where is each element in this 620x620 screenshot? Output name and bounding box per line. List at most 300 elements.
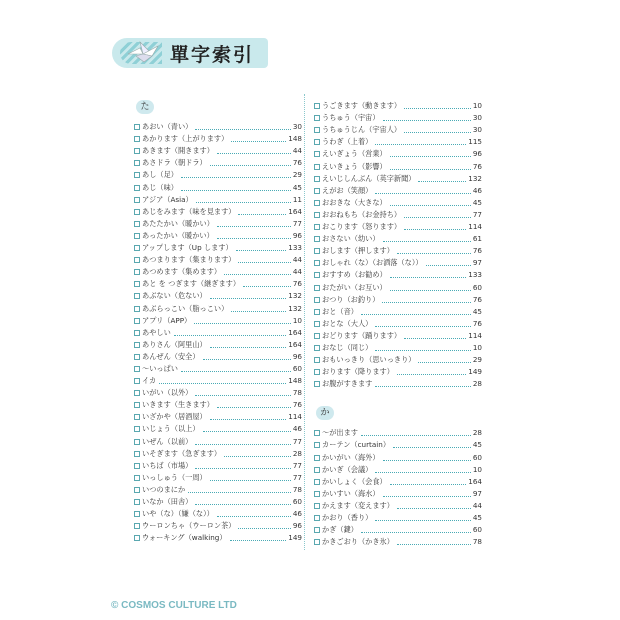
- checkbox-icon[interactable]: [134, 269, 140, 275]
- entry-page-number: 148: [288, 376, 302, 386]
- entry-term: いや（な）（嫌（な））: [142, 509, 214, 519]
- entry-term: おおきな（大きな）: [322, 197, 387, 207]
- dot-leader: [203, 359, 291, 360]
- index-entry: [314, 183, 482, 195]
- dot-leader: [217, 238, 291, 239]
- checkbox-icon[interactable]: [134, 354, 140, 360]
- index-entry: [134, 494, 302, 506]
- dot-leader: [393, 447, 471, 448]
- entry-page-number: 132: [288, 303, 302, 313]
- checkbox-icon[interactable]: [134, 402, 140, 408]
- checkbox-icon[interactable]: [314, 272, 320, 278]
- dot-leader: [390, 484, 467, 485]
- entry-term: あんぜん（安全）: [142, 351, 200, 361]
- entry-term: かぎ（鍵）: [322, 525, 358, 535]
- index-entry: [314, 522, 482, 534]
- checkbox-icon[interactable]: [314, 212, 320, 218]
- checkbox-icon[interactable]: [314, 176, 320, 182]
- entry-page-number: 76: [472, 294, 482, 304]
- entry-page-number: 77: [472, 209, 482, 219]
- entry-page-number: 78: [472, 537, 482, 547]
- checkbox-icon[interactable]: [314, 527, 320, 533]
- right-column: [314, 98, 482, 546]
- index-entry: [314, 171, 482, 183]
- entry-page-number: 45: [472, 513, 482, 522]
- dot-leader: [383, 241, 471, 242]
- entry-term: えがお（笑顔）: [322, 185, 373, 195]
- dot-leader: [375, 326, 471, 327]
- entry-term: いつのまにか: [142, 484, 186, 494]
- dot-leader: [181, 190, 291, 191]
- index-entry: [134, 433, 302, 445]
- dot-leader: [210, 298, 287, 299]
- entry-page-number: 28: [292, 448, 302, 458]
- entry-page-number: 76: [292, 400, 302, 410]
- entry-term: おします（押します）: [322, 246, 394, 256]
- dot-leader: [210, 165, 291, 166]
- dot-leader: [390, 205, 471, 206]
- column-divider: [304, 94, 305, 550]
- entry-page-number: 29: [472, 355, 482, 365]
- index-entry: [314, 292, 482, 304]
- index-entry: [314, 98, 482, 110]
- checkbox-icon[interactable]: [134, 451, 140, 457]
- index-entry: [134, 530, 302, 542]
- dot-leader: [194, 323, 291, 324]
- dot-leader: [397, 508, 471, 509]
- entry-page-number: 10: [472, 101, 482, 111]
- entry-term: いそぎます（急ぎます）: [142, 448, 222, 458]
- copyright-text: © COSMOS CULTURE LTD: [111, 600, 237, 611]
- entry-term: かいがい（海外）: [322, 452, 380, 462]
- checkbox-icon[interactable]: [134, 378, 140, 384]
- checkbox-icon[interactable]: [134, 523, 140, 529]
- entry-page-number: 45: [472, 197, 482, 207]
- dot-leader: [375, 193, 471, 194]
- entry-term: いちば（市場）: [142, 460, 193, 470]
- checkbox-icon[interactable]: [134, 197, 140, 203]
- checkbox-icon[interactable]: [134, 124, 140, 130]
- entry-page-number: 164: [288, 339, 302, 349]
- entry-page-number: 96: [472, 149, 482, 159]
- index-entry: [314, 425, 482, 437]
- entry-page-number: 97: [472, 488, 482, 498]
- entry-term: ウォーキング（walking）: [142, 533, 227, 543]
- dot-leader: [230, 540, 287, 541]
- entry-term: えいきょう（影響）: [322, 161, 387, 171]
- dot-leader: [361, 532, 471, 533]
- entry-term: ウーロンちゃ（ウーロン茶）: [142, 521, 236, 531]
- entry-term: おこります（怒ります）: [322, 222, 402, 232]
- checkbox-icon[interactable]: [314, 479, 320, 485]
- entry-term: あじ（味）: [142, 182, 178, 192]
- index-entry: [314, 328, 482, 340]
- checkbox-icon[interactable]: [314, 127, 320, 133]
- index-entry: [134, 131, 302, 143]
- entry-term: あつまります（集まります）: [142, 255, 236, 265]
- entry-page-number: 149: [288, 533, 302, 543]
- entry-page-number: 45: [292, 182, 302, 192]
- index-entry: [314, 486, 482, 498]
- index-entry: [134, 252, 302, 264]
- dot-leader: [404, 229, 466, 230]
- entry-page-number: 60: [472, 282, 482, 292]
- index-entry: [314, 122, 482, 134]
- entry-page-number: 60: [292, 497, 302, 506]
- entry-page-number: 45: [472, 440, 482, 450]
- entry-term: あきます（開きます）: [142, 146, 214, 156]
- entry-page-number: 10: [472, 464, 482, 474]
- entry-page-number: 76: [472, 161, 482, 171]
- dot-leader: [195, 468, 291, 469]
- dot-leader: [195, 504, 291, 505]
- checkbox-icon[interactable]: [314, 200, 320, 206]
- index-entry: [314, 352, 482, 364]
- index-entry: [134, 421, 302, 433]
- index-entry: [134, 349, 302, 361]
- index-entry: [134, 155, 302, 167]
- checkbox-icon[interactable]: [314, 285, 320, 291]
- dot-leader: [238, 528, 290, 529]
- entry-term: かきごおり（かき氷）: [322, 537, 394, 547]
- checkbox-icon[interactable]: [314, 430, 320, 436]
- entry-page-number: 77: [292, 218, 302, 228]
- entry-page-number: 114: [288, 412, 302, 422]
- entry-term: あたたかい（暖かい）: [142, 218, 214, 228]
- dot-leader: [383, 460, 471, 461]
- dot-leader: [404, 108, 471, 109]
- entry-page-number: 97: [472, 258, 482, 268]
- dot-leader: [195, 129, 291, 130]
- dot-leader: [231, 141, 286, 142]
- entry-term: いじょう（以上）: [142, 424, 200, 434]
- entry-term: あぶない（危ない）: [142, 291, 207, 301]
- checkbox-icon[interactable]: [134, 487, 140, 493]
- dot-leader: [236, 250, 287, 251]
- index-entry: [134, 313, 302, 325]
- entry-page-number: 115: [468, 137, 482, 147]
- index-entry: [134, 518, 302, 530]
- checkbox-icon[interactable]: [314, 224, 320, 230]
- dot-leader: [418, 181, 466, 182]
- dot-leader: [203, 431, 291, 432]
- index-entry: [314, 462, 482, 474]
- index-entry: [134, 264, 302, 276]
- index-entry: [134, 167, 302, 179]
- dot-leader: [224, 456, 291, 457]
- index-entry: [134, 276, 302, 288]
- entry-page-number: 11: [292, 194, 302, 204]
- checkbox-icon[interactable]: [314, 236, 320, 242]
- entry-term: あし（足）: [142, 170, 178, 180]
- index-entry: [134, 397, 302, 409]
- dot-leader: [195, 444, 291, 445]
- index-entry: [314, 364, 482, 376]
- dot-leader: [217, 153, 291, 154]
- entry-page-number: 61: [472, 234, 482, 244]
- entry-term: えいじしんぶん（英字新聞）: [322, 173, 416, 183]
- entry-page-number: 78: [292, 388, 302, 398]
- entry-page-number: 148: [288, 134, 302, 144]
- dot-leader: [210, 347, 287, 348]
- entry-term: おつり（お釣り）: [322, 294, 380, 304]
- entry-page-number: 10: [292, 315, 302, 325]
- checkbox-icon[interactable]: [134, 233, 140, 239]
- entry-term: おなじ（同じ）: [322, 342, 373, 352]
- dot-leader: [375, 350, 471, 351]
- dot-leader: [375, 472, 471, 473]
- checkbox-icon[interactable]: [134, 185, 140, 191]
- entry-page-number: 44: [472, 500, 482, 510]
- entry-page-number: 114: [468, 330, 482, 340]
- entry-page-number: 96: [292, 230, 302, 240]
- index-entry: [314, 510, 482, 522]
- index-entry: [134, 373, 302, 385]
- checkbox-icon[interactable]: [134, 330, 140, 336]
- entry-term: かいすい（海水）: [322, 488, 380, 498]
- entry-page-number: 76: [292, 158, 302, 168]
- checkbox-icon[interactable]: [314, 503, 320, 509]
- entry-page-number: 44: [292, 267, 302, 277]
- checkbox-icon[interactable]: [314, 260, 320, 266]
- section-gap: [314, 388, 482, 406]
- entry-term: あおい（青い）: [142, 122, 193, 132]
- index-entry: [314, 437, 482, 449]
- entry-term: あじをみます（味を見ます）: [142, 206, 236, 216]
- entry-term: アジア（Asia）: [142, 194, 193, 204]
- checkbox-icon[interactable]: [134, 414, 140, 420]
- index-entry: [314, 376, 482, 388]
- dot-leader: [210, 480, 291, 481]
- entry-page-number: 30: [472, 125, 482, 135]
- section-badge-ta: た: [136, 100, 154, 114]
- checkbox-icon[interactable]: [134, 499, 140, 505]
- checkbox-icon[interactable]: [134, 342, 140, 348]
- dot-leader: [238, 262, 290, 263]
- entry-term: カーテン（curtain）: [322, 440, 391, 450]
- entry-term: うわぎ（上着）: [322, 137, 373, 147]
- entry-page-number: 46: [292, 509, 302, 519]
- index-entry: [314, 340, 482, 352]
- checkbox-icon[interactable]: [134, 293, 140, 299]
- index-entry: [314, 110, 482, 122]
- checkbox-icon[interactable]: [134, 221, 140, 227]
- entry-term: おとな（大人）: [322, 318, 373, 328]
- dot-leader: [181, 371, 291, 372]
- dot-leader: [217, 516, 291, 517]
- checkbox-icon[interactable]: [314, 248, 320, 254]
- checkbox-icon[interactable]: [134, 511, 140, 517]
- dot-leader: [231, 311, 286, 312]
- checkbox-icon[interactable]: [314, 515, 320, 521]
- checkbox-icon[interactable]: [314, 381, 320, 387]
- checkbox-icon[interactable]: [134, 426, 140, 432]
- entry-term: かいぎ（会議）: [322, 464, 373, 474]
- entry-page-number: 133: [288, 243, 302, 253]
- dot-leader: [181, 177, 291, 178]
- index-entry: [134, 337, 302, 349]
- entry-term: おさない（幼い）: [322, 234, 380, 244]
- entry-term: アプリ（APP）: [142, 315, 192, 325]
- entry-term: あぶらっこい（脂っこい）: [142, 303, 229, 313]
- entry-page-number: 76: [292, 279, 302, 289]
- dot-leader: [375, 386, 471, 387]
- dot-leader: [224, 274, 291, 275]
- index-entry: [134, 288, 302, 300]
- index-entry: [314, 243, 482, 255]
- entry-page-number: 46: [292, 424, 302, 434]
- entry-page-number: 164: [288, 327, 302, 337]
- entry-term: あさドラ（朝ドラ）: [142, 158, 207, 168]
- entry-page-number: 78: [292, 484, 302, 494]
- entry-term: おどります（踊ります）: [322, 330, 402, 340]
- checkbox-icon[interactable]: [314, 467, 320, 473]
- checkbox-icon[interactable]: [134, 245, 140, 251]
- index-entry: [134, 446, 302, 458]
- dot-leader: [243, 286, 291, 287]
- index-entry: [134, 325, 302, 337]
- index-entry: [134, 240, 302, 252]
- checkbox-icon[interactable]: [314, 321, 320, 327]
- dot-leader: [375, 520, 471, 521]
- dot-leader: [390, 156, 471, 157]
- entry-term: おたがい（お互い）: [322, 282, 387, 292]
- dot-leader: [382, 302, 470, 303]
- checkbox-icon[interactable]: [314, 188, 320, 194]
- entry-page-number: 28: [472, 428, 482, 438]
- checkbox-icon[interactable]: [314, 309, 320, 315]
- left-index-list: [134, 119, 302, 542]
- checkbox-icon[interactable]: [314, 455, 320, 461]
- index-entry: [314, 474, 482, 486]
- dot-leader: [404, 338, 466, 339]
- entry-term: アップします（Up します）: [142, 243, 233, 253]
- index-entry: [314, 158, 482, 170]
- dot-leader: [390, 290, 471, 291]
- paper-crane-icon: [126, 40, 160, 66]
- index-entry: [134, 482, 302, 494]
- checkbox-icon[interactable]: [314, 491, 320, 497]
- entry-page-number: 77: [292, 436, 302, 446]
- entry-term: ありさん（阿里山）: [142, 339, 207, 349]
- entry-term: いぜん（以前）: [142, 436, 193, 446]
- entry-page-number: 114: [468, 222, 482, 232]
- entry-page-number: 30: [472, 113, 482, 123]
- checkbox-icon[interactable]: [134, 148, 140, 154]
- index-entry: [134, 385, 302, 397]
- checkbox-icon[interactable]: [314, 115, 320, 121]
- entry-page-number: 132: [468, 173, 482, 183]
- checkbox-icon[interactable]: [134, 209, 140, 215]
- entry-page-number: 44: [292, 255, 302, 265]
- entry-term: あったかい（暖かい）: [142, 230, 214, 240]
- index-entry: [314, 534, 482, 546]
- dot-leader: [383, 496, 471, 497]
- entry-term: いなか（田舎）: [142, 497, 193, 506]
- entry-page-number: 44: [292, 146, 302, 156]
- entry-term: おおねもち（お金持ち）: [322, 209, 402, 219]
- checkbox-icon[interactable]: [134, 318, 140, 324]
- index-entry: [314, 146, 482, 158]
- entry-page-number: 46: [472, 185, 482, 195]
- checkbox-icon[interactable]: [314, 369, 320, 375]
- index-entry: [134, 458, 302, 470]
- checkbox-icon[interactable]: [314, 333, 320, 339]
- index-entry: [134, 470, 302, 482]
- checkbox-icon[interactable]: [314, 345, 320, 351]
- dot-leader: [238, 214, 286, 215]
- checkbox-icon[interactable]: [134, 306, 140, 312]
- entry-term: いがい（以外）: [142, 388, 193, 398]
- checkbox-icon[interactable]: [314, 151, 320, 157]
- index-entry: [314, 219, 482, 231]
- entry-term: おすすめ（お勧め）: [322, 270, 387, 280]
- dot-leader: [404, 132, 471, 133]
- checkbox-icon[interactable]: [314, 442, 320, 448]
- entry-term: いっしゅう（一周）: [142, 472, 207, 482]
- checkbox-icon[interactable]: [314, 357, 320, 363]
- index-entry: [134, 119, 302, 131]
- entry-term: あつめます（集めます）: [142, 267, 222, 277]
- checkbox-icon[interactable]: [134, 390, 140, 396]
- entry-term: あかります（上がります）: [142, 134, 229, 144]
- checkbox-icon[interactable]: [134, 475, 140, 481]
- entry-term: えいぎょう（営業）: [322, 149, 387, 159]
- index-entry: [314, 279, 482, 291]
- checkbox-icon[interactable]: [314, 139, 320, 145]
- entry-page-number: 76: [472, 246, 482, 256]
- entry-term: ～いっぱい: [142, 363, 178, 373]
- checkbox-icon[interactable]: [134, 439, 140, 445]
- checkbox-icon[interactable]: [314, 539, 320, 545]
- entry-term: かいしょく（会食）: [322, 476, 387, 486]
- checkbox-icon[interactable]: [134, 535, 140, 541]
- entry-term: おしゃれ（な）（お洒落（な））: [322, 258, 423, 268]
- entry-term: あと を つぎます（継ぎます）: [142, 279, 241, 289]
- entry-term: イカ: [142, 376, 157, 386]
- checkbox-icon[interactable]: [134, 257, 140, 263]
- dot-leader: [188, 492, 291, 493]
- entry-term: うちゅうじん（宇宙人）: [322, 125, 402, 135]
- index-entry: [134, 361, 302, 373]
- checkbox-icon[interactable]: [134, 281, 140, 287]
- index-entry: [314, 134, 482, 146]
- index-entry: [314, 207, 482, 219]
- checkbox-icon[interactable]: [314, 103, 320, 109]
- dot-leader: [390, 277, 467, 278]
- dot-leader: [426, 265, 471, 266]
- page-title: 單字索引: [170, 44, 255, 66]
- left-column: [134, 100, 302, 542]
- checkbox-icon[interactable]: [134, 160, 140, 166]
- entry-page-number: 28: [472, 379, 482, 389]
- dot-leader: [383, 120, 471, 121]
- checkbox-icon[interactable]: [314, 164, 320, 170]
- dot-leader: [375, 144, 466, 145]
- checkbox-icon[interactable]: [314, 297, 320, 303]
- entry-page-number: 60: [292, 363, 302, 373]
- dot-leader: [196, 202, 291, 203]
- dot-leader: [217, 407, 291, 408]
- entry-term: あやしい: [142, 327, 171, 337]
- index-entry: [314, 255, 482, 267]
- index-entry: [314, 316, 482, 328]
- checkbox-icon[interactable]: [134, 172, 140, 178]
- checkbox-icon[interactable]: [134, 366, 140, 372]
- checkbox-icon[interactable]: [134, 463, 140, 469]
- checkbox-icon[interactable]: [134, 136, 140, 142]
- index-entry: [314, 231, 482, 243]
